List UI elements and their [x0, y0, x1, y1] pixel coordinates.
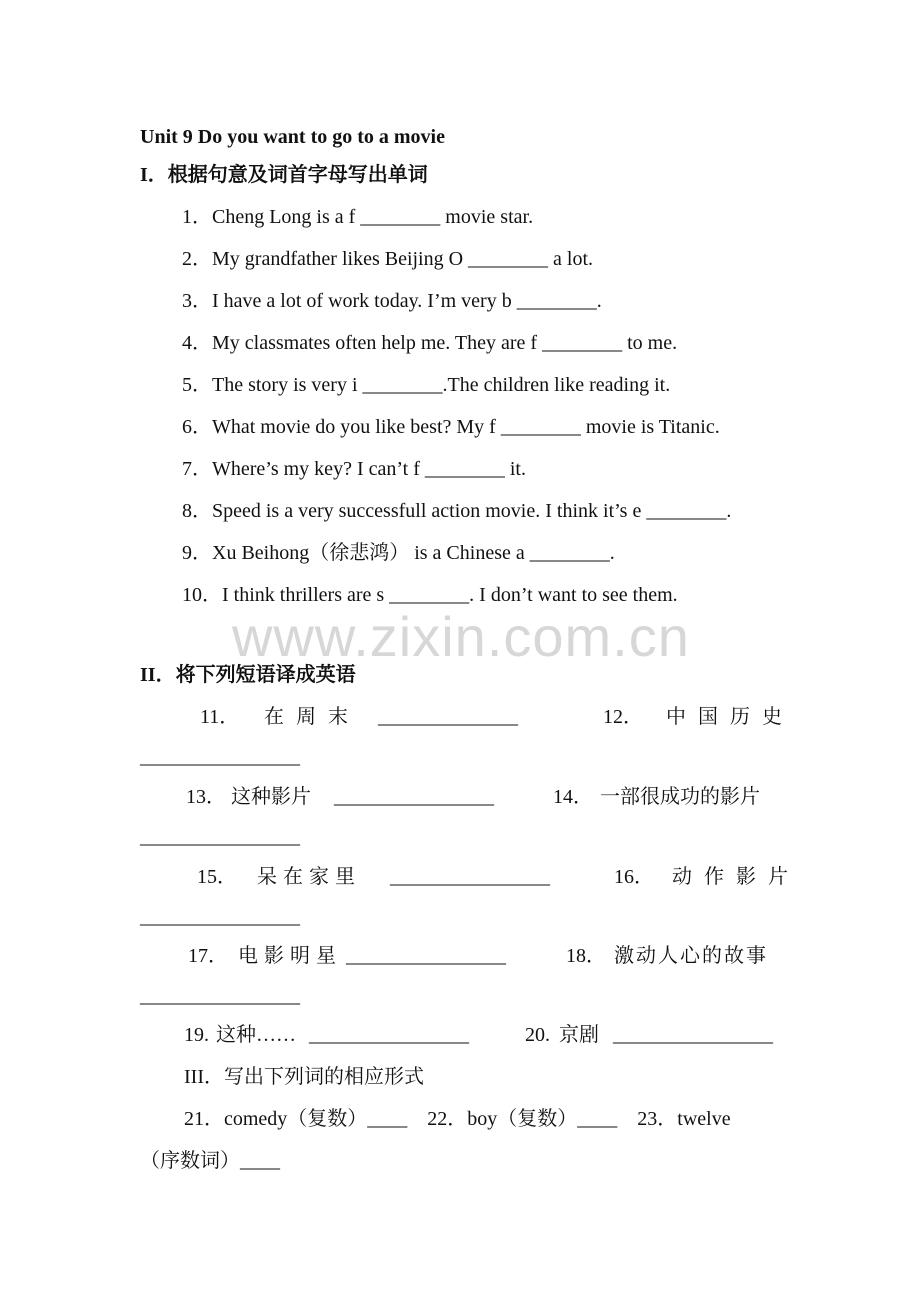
phrase-14-text: 一部很成功的影片 [600, 786, 760, 808]
phrase-16-text: 动作影片 [672, 866, 800, 888]
phrase-15-number: 15． [197, 866, 237, 888]
section3-line-2: （序数词）____ [140, 1150, 280, 1172]
section1-item-3: 3．I have a lot of work today. I’m very b ________. [182, 290, 602, 312]
section1-item-6: 6．What movie do you like best? My f ________ movie is Titanic. [182, 416, 720, 438]
phrase-19-blank: ________________ [309, 1024, 469, 1046]
phrase-17-text: 电影明星 [238, 945, 342, 967]
phrase-12-number: 12． [603, 706, 643, 728]
section2-heading: II．将下列短语译成英语 [140, 664, 356, 686]
section3-heading: III．写出下列词的相应形式 [184, 1066, 424, 1088]
phrase-13-number: 13． [186, 786, 226, 808]
phrase-15-blank: ________________ [390, 866, 550, 888]
phrase-17-number: 17． [188, 945, 228, 967]
phrase-16-blank: ________________ [140, 906, 300, 928]
phrase-18-text: 激动人心的故事 [614, 945, 768, 967]
phrase-11-number: 11． [200, 706, 240, 728]
phrase-20-text: 京剧 [559, 1024, 599, 1046]
phrase-12-blank: ________________ [140, 746, 300, 768]
phrase-20-number: 20. [525, 1024, 550, 1046]
phrase-13-blank: ________________ [334, 786, 494, 808]
phrase-11-text: 在周末 [264, 706, 360, 728]
section1-item-1: 1．Cheng Long is a f ________ movie star. [182, 206, 534, 228]
phrase-16-number: 16． [614, 866, 654, 888]
section1-heading: I．根据句意及词首字母写出单词 [140, 164, 428, 186]
page-title: Unit 9 Do you want to go to a movie [140, 126, 445, 148]
phrase-11-blank: ______________ [378, 706, 518, 728]
phrase-14-number: 14． [553, 786, 593, 808]
phrase-18-number: 18． [566, 945, 606, 967]
phrase-20-blank: ________________ [613, 1024, 773, 1046]
phrase-14-blank: ________________ [140, 826, 300, 848]
phrase-12-text: 中国历史 [666, 706, 794, 728]
section1-item-4: 4．My classmates often help me. They are f ________ to me. [182, 332, 678, 354]
phrase-19-number: 19. [184, 1024, 209, 1046]
phrase-18-blank: ________________ [140, 985, 300, 1007]
section1-item-7: 7．Where’s my key? I can’t f ________ it. [182, 458, 526, 480]
section1-item-2: 2．My grandfather likes Beijing O ________ a lot. [182, 248, 594, 270]
phrase-17-blank: ________________ [346, 945, 506, 967]
section1-item-5: 5．The story is very i ________.The children like reading it. [182, 374, 671, 396]
phrase-15-text: 呆在家里 [257, 866, 361, 888]
phrase-19-text: 这种…… [216, 1024, 296, 1046]
phrase-13-text: 这种影片 [231, 786, 311, 808]
section1-item-9: 9．Xu Beihong（徐悲鸿） is a Chinese a ________. [182, 542, 615, 564]
watermark: www.zixin.com.cn [232, 605, 690, 668]
section3-line-1: 21．comedy（复数）____ 22．boy（复数）____ 23．twelve [184, 1108, 731, 1130]
section1-item-10: 10．I think thrillers are s ________. I don’t want to see them. [182, 584, 678, 606]
section1-item-8: 8．Speed is a very successfull action movie. I think it’s e ________. [182, 500, 732, 522]
